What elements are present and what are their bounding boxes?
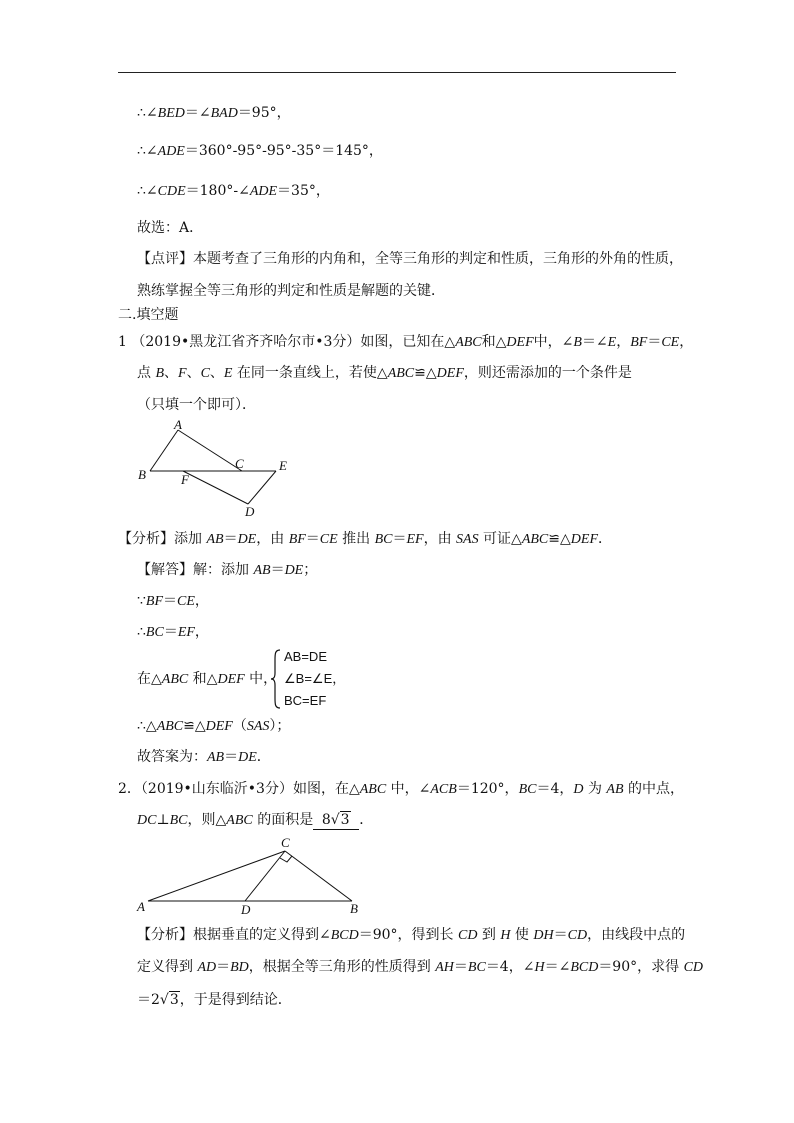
question-line [137,811,373,830]
math-var: B [573,335,582,350]
question-line [118,780,684,799]
math-var: DH [533,928,554,943]
math-var: C [200,366,210,381]
math-var: ABC [226,813,253,828]
text: 点 [137,365,156,381]
math-var: CE [177,594,195,609]
text: ＝ [453,959,468,975]
math-var: AB [206,532,224,547]
text: ≌△ [183,718,206,734]
math-var: ADE [249,184,278,199]
math-var: BCD [570,960,599,975]
text: 使 [510,927,534,943]
math-var: BCD [330,928,359,943]
text: ∴∠ [137,105,158,121]
text-line [137,182,330,201]
analysis-line [118,530,612,549]
text: 中， [244,671,278,687]
text: ＝35°， [277,183,330,199]
math-var: ABC [387,366,415,381]
text: ＝4， [536,781,574,797]
math-var: DE [284,563,304,578]
text: ∴∠ [137,143,158,159]
text: ＝ [163,593,178,609]
math-var: DEF [436,366,464,381]
radicand: 3 [340,812,350,828]
point-label-D: D [245,504,255,518]
analysis-line [137,958,703,977]
text: ∵ [137,593,146,609]
solution-line [137,670,277,689]
math-var: DEF [506,335,534,350]
text: 的中点， [623,781,684,797]
text: ． [256,749,271,765]
solution-line [137,561,317,580]
choice-line: 故选：A． [137,220,204,236]
math-var: ABC [455,335,482,350]
sqrt-symbol: √3 [159,992,179,1008]
math-var: ABC [521,532,549,547]
text: ∴△ [137,718,157,734]
math-var: DC [137,813,157,828]
text: 和△ [188,671,218,687]
math-var: SAS [246,719,270,734]
text: ＝ [392,531,407,547]
point-label-F: F [181,472,189,487]
math-var: DEF [570,532,598,547]
solution-line [137,592,209,611]
right-angle-mark [280,856,292,862]
math-var: BC [374,532,393,547]
math-var: SAS [456,532,479,547]
text: ∴ [137,624,146,640]
figure-1-diagram [130,418,300,518]
math-var: AB [606,782,624,797]
radicand: 3 [169,992,179,1008]
point-label-C: C [235,456,244,471]
math-var: BAD [210,106,238,121]
math-var: EF [177,625,195,640]
math-var: D [573,782,584,797]
math-var: BC [518,782,537,797]
math-var: CD [683,960,704,975]
math-var: BF [288,532,306,547]
system-eq-1: AB=DE [284,649,327,664]
sqrt-symbol: √3 [330,812,350,828]
point-label-E: E [279,458,287,473]
solution-line [137,717,290,736]
text: 的面积是 [252,812,314,828]
math-var: ADE [157,144,185,159]
math-var: ABC [156,719,184,734]
segment-AB [150,430,178,471]
math-var: CD [567,928,588,943]
text: ； [303,562,318,578]
analysis-line [137,991,292,1009]
text: （ [232,718,247,734]
math-var: BF [145,594,164,609]
text: ． [598,531,612,547]
text-line [137,142,383,161]
text: ∴∠ [137,183,158,199]
text: 在△ [137,671,162,687]
text: ＝ [553,927,568,943]
answer-blank [313,811,359,830]
text: ＝ [163,624,178,640]
math-var: AH [435,960,454,975]
section-title: 二.填空题 [118,307,179,323]
review-line: 【点评】本题考查了三角形的内角和，全等三角形的判定和性质，三角形的外角的性质， [137,251,683,267]
math-var: AB [253,563,271,578]
point-label-B: B [138,467,146,482]
text: 可证△ [478,531,522,547]
text: ≌△ [548,531,571,547]
text: ，根据全等三角形的性质得到 [248,959,436,975]
analysis-line [137,926,685,945]
text: ）； [269,718,291,734]
system-eq-3: BC=EF [284,693,327,708]
text: ＝∠ [184,105,211,121]
question-line [137,364,632,383]
text: ≌△ [414,365,437,381]
text: 【分析】添加 [118,531,207,547]
text: ＝∠ [544,959,571,975]
point-label-A: A [174,418,182,432]
text: ， [616,334,631,350]
math-var: BC [169,813,188,828]
math-var: AB [207,750,225,765]
answer-text: 8 [321,812,331,828]
point-label-A: A [137,899,145,914]
math-var: BC [467,960,486,975]
point-label-D: D [241,902,251,915]
math-var: CE [319,532,338,547]
math-var: BC [145,625,164,640]
text: ＝ [216,959,231,975]
text: ． [359,812,374,828]
text: ，由 [423,531,457,547]
text: 为 [583,781,607,797]
segment-DE [248,471,276,504]
math-var: H [500,928,511,943]
text: ＝∠ [581,334,608,350]
math-var: DEF [205,719,233,734]
figure-2-diagram [130,833,370,915]
text: 中，∠ [386,781,431,797]
segment-AC [178,430,242,471]
text: 到 [477,927,501,943]
text: 、 [209,365,224,381]
text: 、 [186,365,201,381]
text: ，由线段中点的 [587,927,686,943]
point-label-C: C [281,835,290,850]
math-var: DEF [217,672,245,687]
math-var: BD [230,960,249,975]
math-var: CD [458,928,478,943]
segment-FD [183,471,248,504]
math-var: ABC [359,782,387,797]
math-var: BF [630,335,648,350]
text: 和△ [481,334,507,350]
text: ⊥ [156,812,170,828]
solution-line [137,623,209,642]
math-var: CE [661,335,680,350]
text: 【分析】根据垂直的定义得到∠ [137,927,331,943]
math-var: F [178,366,187,381]
text: ＝2 [137,992,160,1008]
text: ＝ [224,749,239,765]
review-line: 熟练掌握全等三角形的判定和性质是解题的关键． [137,283,445,299]
text: ， [194,624,209,640]
answer-line [137,748,271,767]
text: ，则△ [187,812,227,828]
text: ＝90°，得到长 [358,927,458,943]
math-var: EF [406,532,424,547]
text: ＝ [647,334,662,350]
text: 1 （2019•黑龙江省齐齐哈尔市•3分）如图，已知在△ [118,334,456,350]
header-rule [118,72,676,73]
text: ＝ [305,531,320,547]
text: 中，∠ [533,334,574,350]
text: ＝ [223,531,238,547]
text: ，则还需添加的一个条件是 [463,365,632,381]
text: ＝95°， [237,105,291,121]
system-eq-2: ∠B=∠E， [284,671,346,686]
math-var: BED [157,106,185,121]
math-var: H [534,960,545,975]
text: ＝4，∠ [485,959,535,975]
question-line: （只填一个即可）． [137,397,256,413]
text: ，于是得到结论． [179,992,292,1008]
text: ，由 [256,531,289,547]
brace-symbol [270,648,282,710]
text: 定义得到 [137,959,198,975]
question-line [118,333,693,352]
text: ＝ [270,562,285,578]
text: ＝120°， [456,781,519,797]
text: 故答案为： [137,749,207,765]
math-var: DE [238,750,257,765]
math-var: ABC [161,672,189,687]
text: ， [194,593,209,609]
text: 推出 [337,531,375,547]
text: ＝180°-∠ [185,183,250,199]
math-var: E [223,366,233,381]
math-var: CDE [157,184,186,199]
text: 【解答】解：添加 [137,562,254,578]
math-var: DE [237,532,257,547]
point-label-B: B [350,901,358,915]
text: ， [679,334,694,350]
math-var: B [155,366,165,381]
text: ＝90°，求得 [598,959,684,975]
text: 、 [164,365,179,381]
text-line [137,104,291,123]
math-var: E [607,335,617,350]
text: ＝360°-95°-95°-35°＝145°， [184,143,383,159]
text: 2．（2019•山东临沂•3分）如图，在△ [118,781,360,797]
math-var: ACB [430,782,457,797]
segment-CB [285,851,352,901]
math-var: AD [197,960,217,975]
text: 在同一条直线上，若使△ [232,365,388,381]
